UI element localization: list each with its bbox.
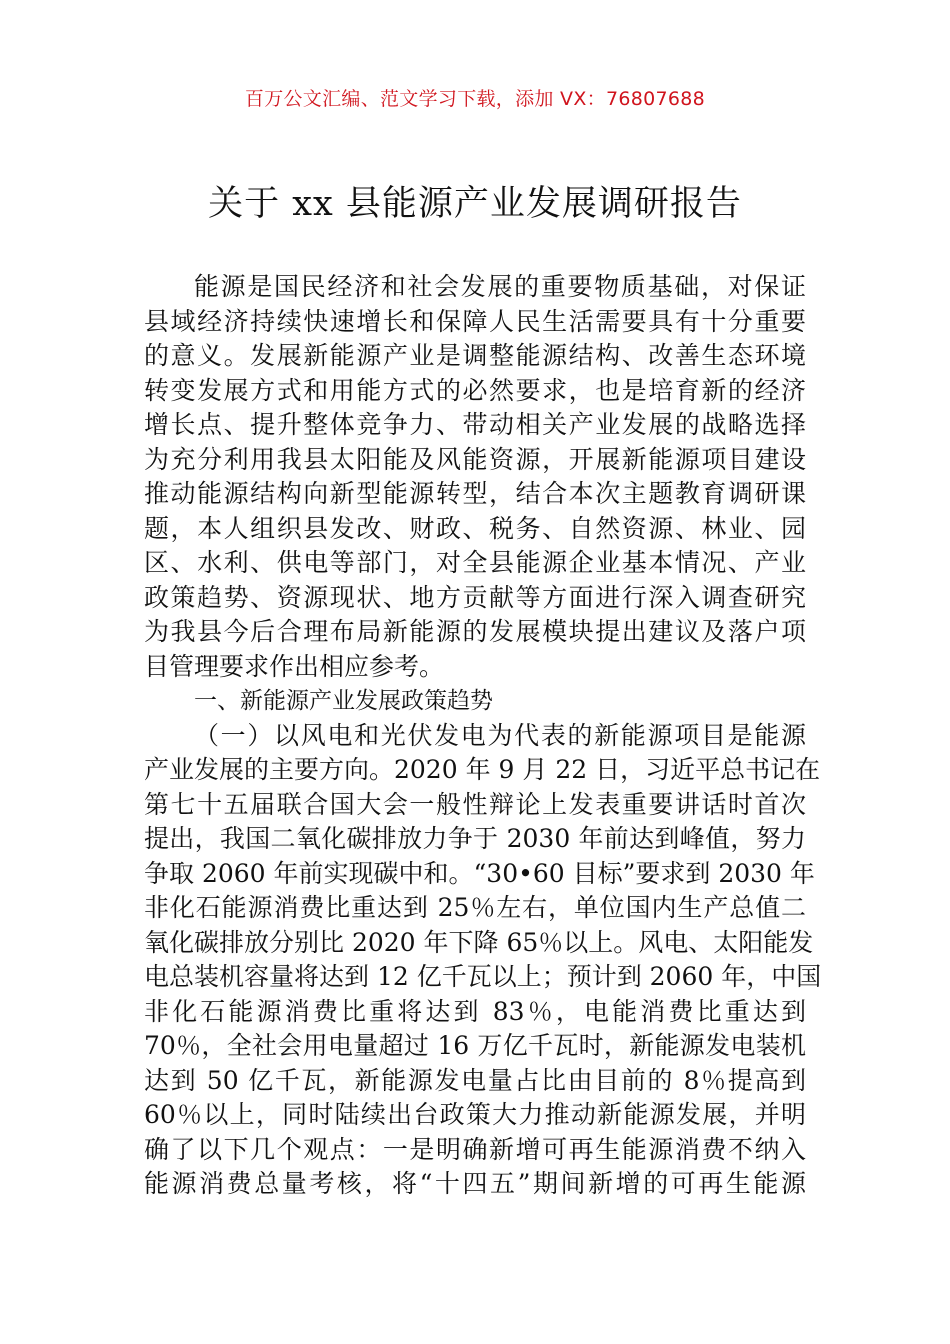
- paragraph-line: 为我县今后合理布局新能源的发展模块提出建议及落户项: [144, 617, 806, 646]
- paragraph-line: 增长点、提升整体竞争力、带动相关产业发展的战略选择: [144, 410, 806, 439]
- document-body: [144, 270, 822, 1202]
- paragraph-line: 60％以上，同时陆续出台政策大力推动新能源发展，并明: [144, 1100, 806, 1129]
- paragraph-line: 非化石能源消费比重将达到 83％，电能消费比重达到: [144, 996, 806, 1026]
- paragraph-line: 能源消费总量考核，将“十四五”期间新增的可再生能源: [144, 1169, 806, 1198]
- paragraph-line: 产业发展的主要方向。2020 年 9 月 22 日，习近平总书记在: [144, 755, 821, 784]
- paragraph-line: 的意义。发展新能源产业是调整能源结构、改善生态环境: [144, 341, 806, 370]
- paragraph-line: 达到 50 亿千瓦，新能源发电量占比由目前的 8％提高到: [144, 1065, 806, 1095]
- paragraph-line: 确了以下几个观点：一是明确新增可再生能源消费不纳入: [144, 1134, 806, 1164]
- paragraph-line: 转变发展方式和用能方式的必然要求，也是培育新的经济: [144, 375, 806, 405]
- paragraph-line: 提出，我国二氧化碳排放力争于 2030 年前达到峰值，努力: [144, 824, 806, 853]
- header-note: 百万公文汇编、范文学习下载，添加 VX：76807688: [244, 88, 706, 110]
- paragraph-line: 争取 2060 年前实现碳中和。“30•60 目标”要求到 2030 年: [144, 858, 815, 888]
- paragraph-line: 为充分利用我县太阳能及风能资源，开展新能源项目建设: [144, 444, 806, 474]
- paragraph-line: 电总装机容量将达到 12 亿千瓦以上；预计到 2060 年，中国: [144, 962, 822, 991]
- paragraph-line: 70％，全社会用电量超过 16 万亿千瓦时，新能源发电装机: [144, 1031, 806, 1060]
- paragraph-line: 氧化碳排放分别比 2020 年下降 65％以上。风电、太阳能发: [144, 927, 814, 957]
- paragraph-line: 政策趋势、资源现状、地方贡献等方面进行深入调查研究: [144, 582, 806, 612]
- paragraph-line: 能源是国民经济和社会发展的重要物质基础，对保证: [194, 272, 806, 301]
- paragraph-line: 第七十五届联合国大会一般性辩论上发表重要讲话时首次: [144, 789, 806, 819]
- paragraph-line: （一）以风电和光伏发电为代表的新能源项目是能源: [194, 720, 806, 750]
- section-heading: 一、新能源产业发展政策趋势: [194, 688, 493, 714]
- document-title: 关于 xx 县能源产业发展调研报告: [208, 184, 742, 224]
- paragraph-line: 县域经济持续快速增长和保障人民生活需要具有十分重要: [144, 306, 806, 336]
- paragraph-line: 非化石能源消费比重达到 25％左右，单位国内生产总值二: [144, 893, 806, 922]
- paragraph-line: 目管理要求作出相应参考。: [144, 651, 445, 681]
- paragraph-line: 区、水利、供电等部门，对全县能源企业基本情况、产业: [144, 548, 806, 577]
- paragraph-line: 推动能源结构向新型能源转型，结合本次主题教育调研课: [144, 479, 806, 508]
- paragraph-line: 题，本人组织县发改、财政、税务、自然资源、林业、园: [144, 513, 806, 543]
